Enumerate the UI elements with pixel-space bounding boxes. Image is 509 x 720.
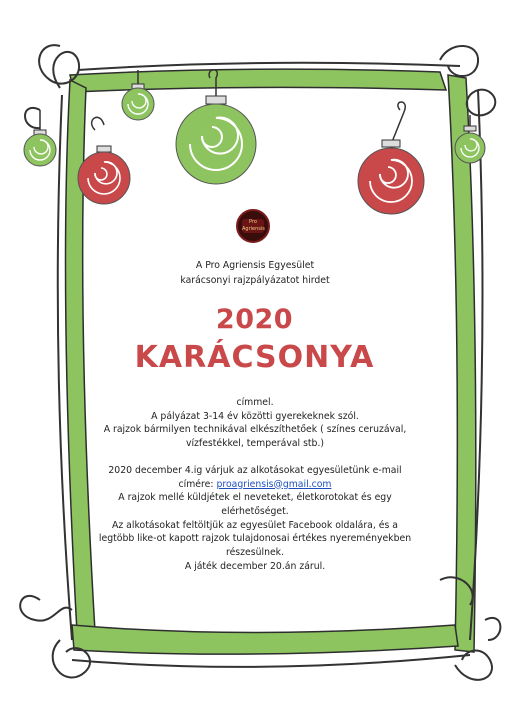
body-line: A pályázat 3-14 év közötti gyerekeknek szól. bbox=[151, 410, 359, 422]
ornament-red-left bbox=[78, 117, 130, 204]
intro-line-organization: A Pro Agriensis Egyesület bbox=[195, 260, 315, 271]
body-line: részesülnek. bbox=[225, 547, 285, 559]
body-line: vízfestékkel, temperával stb.) bbox=[185, 438, 325, 450]
body-text bbox=[90, 396, 420, 573]
intro-line-announcement: karácsonyi rajzpályázatot hirdet bbox=[180, 275, 330, 286]
heading-year: 2020 bbox=[215, 304, 294, 335]
email-line bbox=[90, 478, 420, 492]
intro-text bbox=[90, 258, 420, 288]
spacer bbox=[90, 451, 420, 464]
body-line: Az alkotásokat feltöltjük az egyesület Facebook oldalára, és a bbox=[111, 519, 398, 531]
ornament-small-green-left bbox=[24, 110, 56, 166]
body-line: címmel. bbox=[236, 397, 274, 408]
pro-agriensis-logo bbox=[236, 209, 270, 243]
heading-title: KARÁCSONYA bbox=[134, 340, 375, 375]
body-line: legtöbb like-ot kapott rajzok tulajdonosai értékes nyereményekben bbox=[98, 533, 412, 545]
body-line: 2020 december 4.ig várjuk az alkotásokat egyesületünk e-mail bbox=[108, 464, 402, 476]
body-line: A játék december 20.án zárul. bbox=[184, 560, 326, 572]
body-line: A rajzok bármilyen technikával elkészíthetőek ( színes ceruzával, bbox=[103, 424, 407, 436]
email-link[interactable]: proagriensis@gmail.com bbox=[216, 478, 332, 490]
email-prefix: címére: bbox=[178, 478, 217, 490]
body-line: elérhetőséget. bbox=[221, 505, 289, 517]
logo-label: Pro Agriensis bbox=[242, 219, 265, 232]
body-line: A rajzok mellé küldjétek el neveteket, életkorotokat és egy bbox=[118, 492, 392, 504]
ornament-large-red-right bbox=[358, 102, 424, 214]
